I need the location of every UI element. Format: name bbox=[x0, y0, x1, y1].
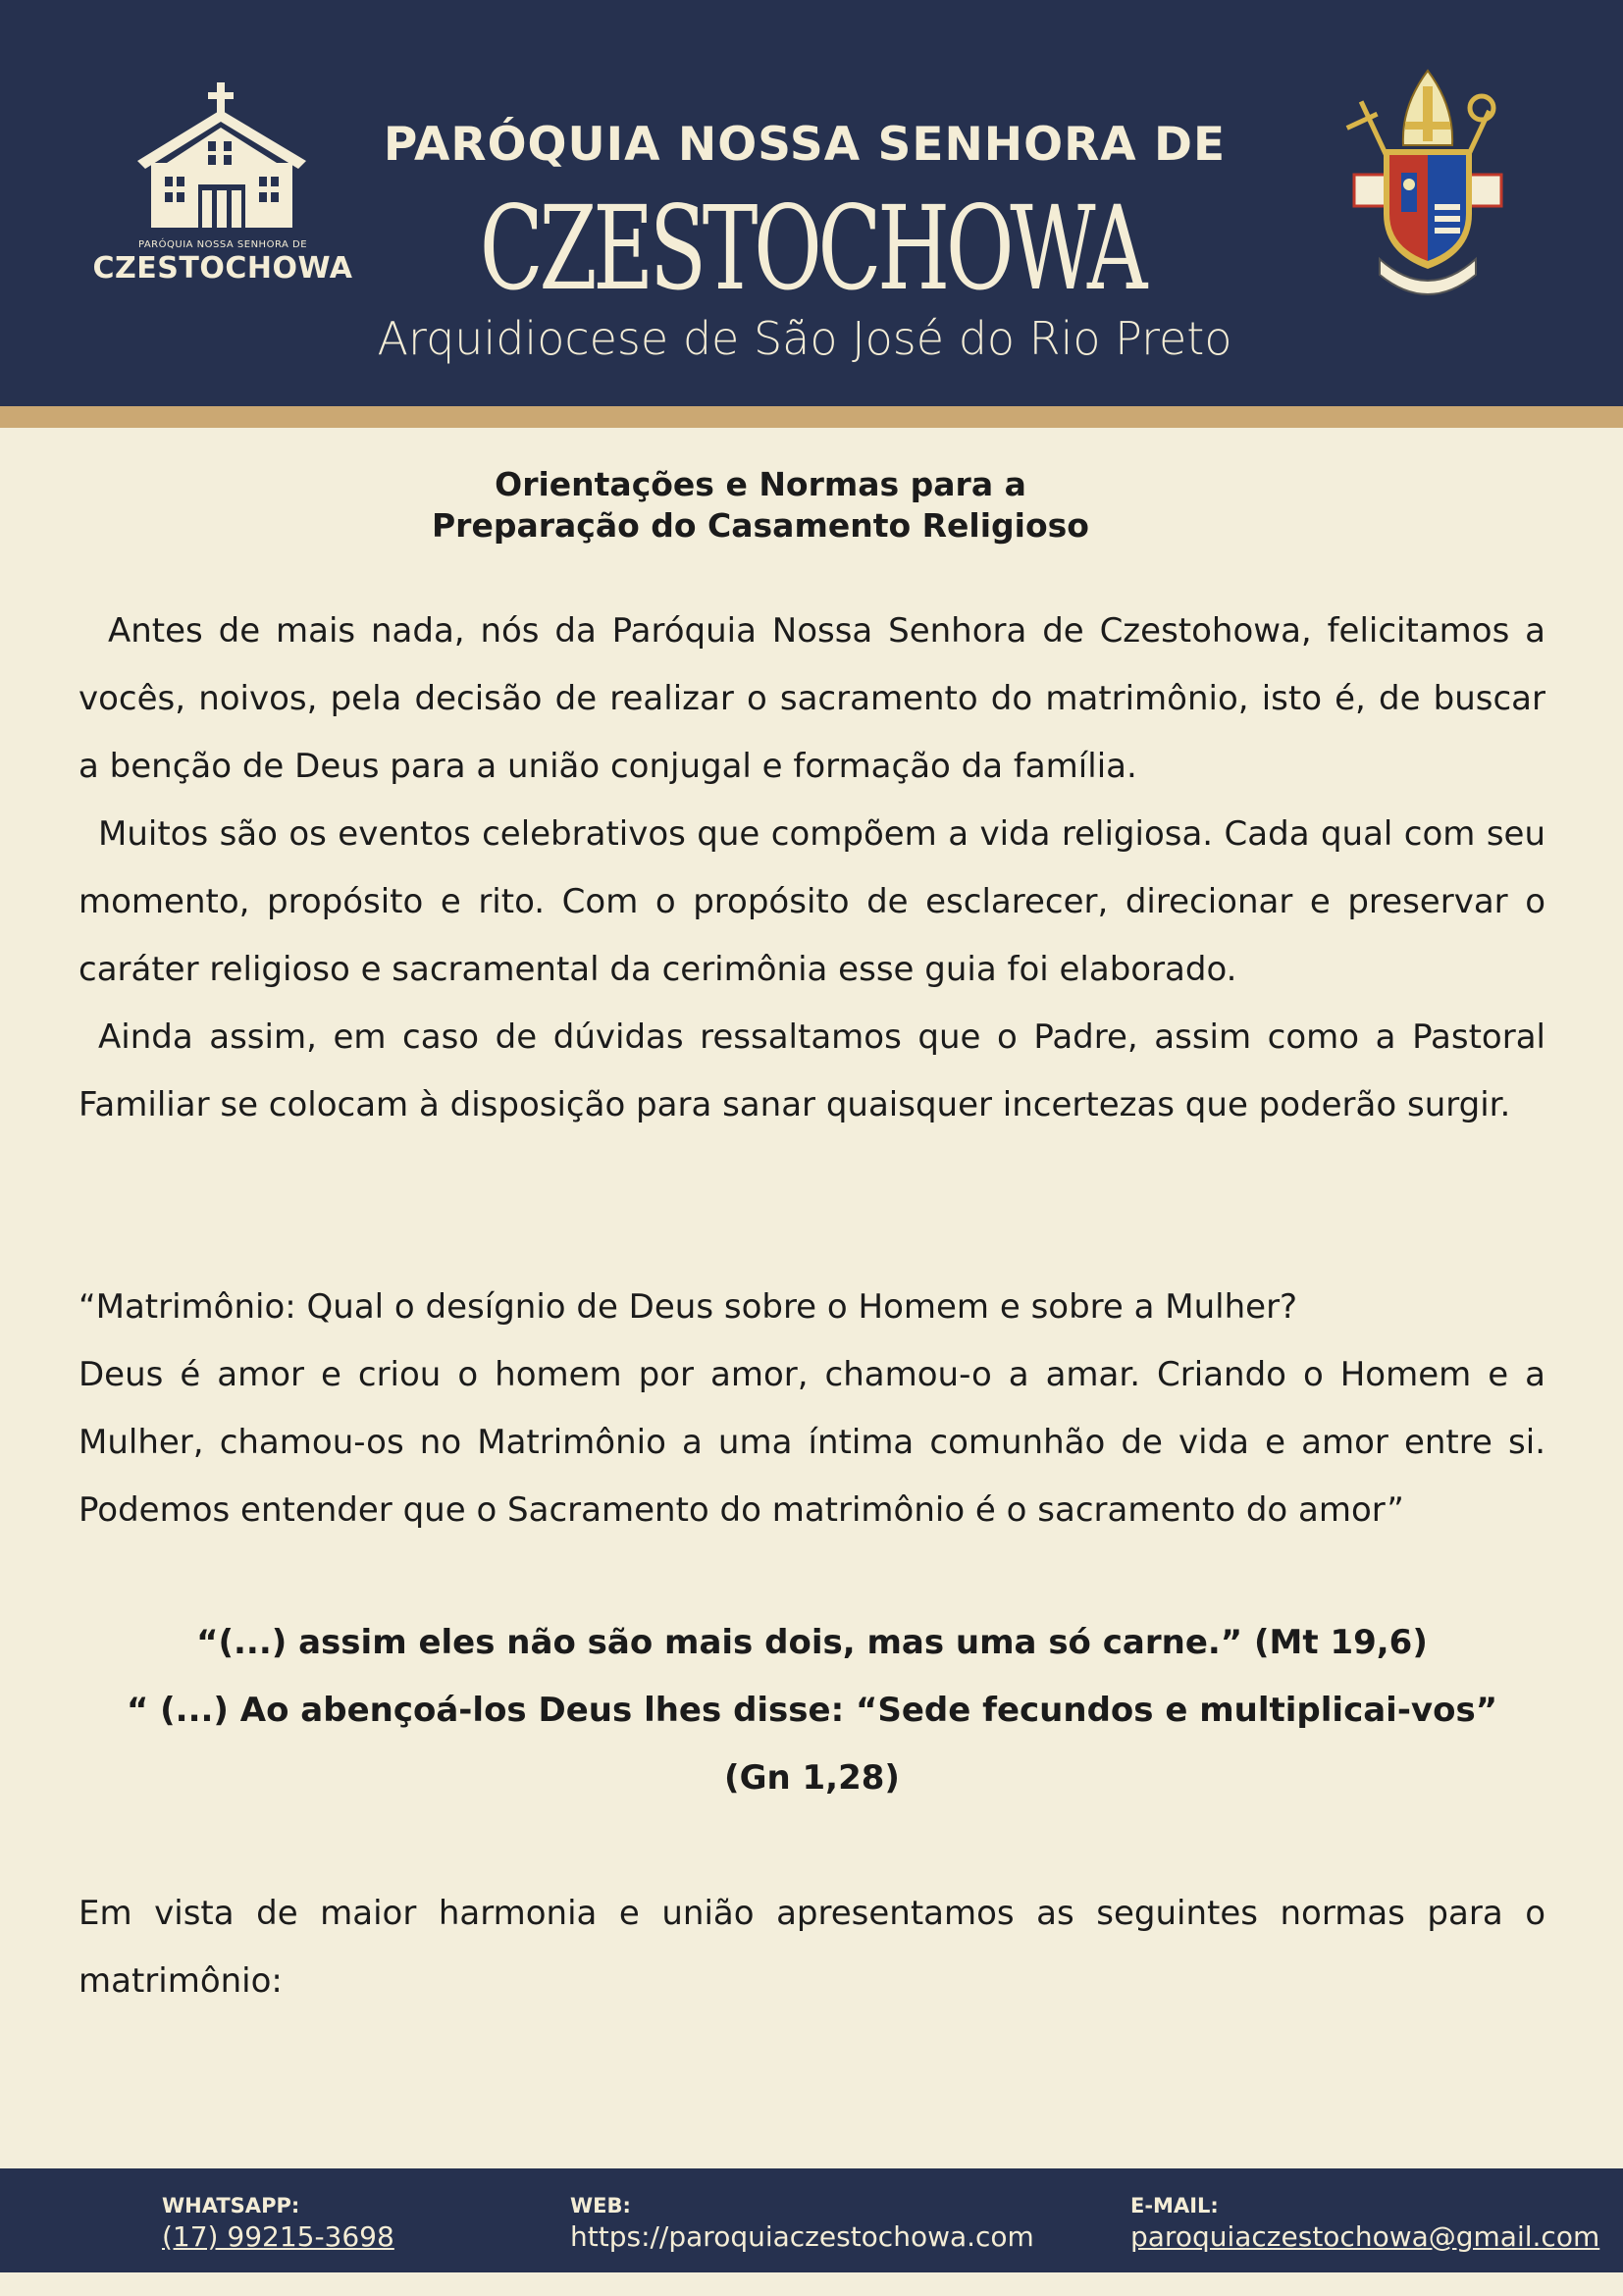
bible-quote-mt: “(...) assim eles não são mais dois, mas uma só carne.” (Mt 19,6) bbox=[196, 1623, 1428, 1662]
logo-big-text: CZESTOCHOWA bbox=[92, 251, 353, 286]
closing-paragraph: Em vista de maior harmonia e união apresentamos as seguintes normas para o matrimônio: bbox=[79, 1894, 1545, 2001]
footer-web bbox=[570, 2192, 1034, 2255]
footer-whatsapp bbox=[162, 2192, 394, 2255]
church-icon bbox=[137, 82, 308, 230]
matrimonio-answer: Deus é amor e criou o homem por amor, chamou-o a amar. Criando o Homem e a Mulher, chamou-os no Matrimônio a uma íntima comunhão de vida e amor entre si. Podemos entender que o Sacramento do matrimônio é o sacramento do amor” bbox=[79, 1355, 1545, 1530]
closing-section bbox=[79, 1880, 1545, 2015]
parish-logo bbox=[82, 82, 363, 288]
bible-quote-gn: “ (...) Ao abençoá-los Deus lhes disse: “Sede fecundos e multiplicai-vos” (Gn 1,28) bbox=[126, 1691, 1498, 1798]
header-gold-stripe bbox=[0, 406, 1623, 428]
email-link[interactable]: paroquiaczestochowa@gmail.com bbox=[1130, 2220, 1600, 2253]
logo-small-text: PARÓQUIA NOSSA SENHORA DE bbox=[137, 239, 308, 250]
web-label: WEB: bbox=[570, 2194, 631, 2218]
web-link[interactable]: https://paroquiaczestochowa.com bbox=[570, 2220, 1034, 2253]
document-title-line1: Orientações e Normas para a bbox=[495, 465, 1026, 503]
matrimonio-question: “Matrimônio: Qual o desígnio de Deus sobre o Homem e sobre a Mulher? bbox=[79, 1287, 1298, 1327]
intro-paragraph: Ainda assim, em caso de dúvidas ressaltamos que o Padre, assim como a Pastoral Familiar se colocam à disposição para sanar quaisquer incertezas que poderão surgir. bbox=[79, 1018, 1545, 1124]
intro-paragraph: Antes de mais nada, nós da Paróquia Nossa Senhora de Czestohowa, felicitamos a vocês, noivos, pela decisão de realizar o sacramento do matrimônio, isto é, de buscar a benção de Deus para a união conjugal e formação da família. bbox=[79, 611, 1545, 786]
document-title bbox=[275, 464, 1246, 547]
whatsapp-label: WHATSAPP: bbox=[162, 2194, 300, 2218]
bible-quotes bbox=[79, 1609, 1545, 1812]
header-subtitle: Arquidiocese de São José do Rio Preto bbox=[377, 312, 1232, 365]
intro-section bbox=[79, 598, 1545, 1139]
coat-of-arms-icon bbox=[1344, 67, 1511, 302]
archdiocese-coat-of-arms bbox=[1344, 67, 1511, 302]
whatsapp-link[interactable]: (17) 99215-3698 bbox=[162, 2220, 394, 2253]
email-label: E-MAIL: bbox=[1130, 2194, 1219, 2218]
header-title-line2: CZESTOCHOWA bbox=[479, 181, 1144, 316]
intro-paragraph: Muitos são os eventos celebrativos que compõem a vida religiosa. Cada qual com seu momento, propósito e rito. Com o propósito de esclarecer, direcionar e preservar o caráter religioso e sacramental da cerimônia esse guia foi elaborado. bbox=[79, 814, 1545, 989]
document-title-line2: Preparação do Casamento Religioso bbox=[432, 506, 1089, 545]
matrimonio-section bbox=[79, 1274, 1545, 1544]
header-title-line1: PARÓQUIA NOSSA SENHORA DE bbox=[383, 118, 1227, 172]
footer-email bbox=[1130, 2192, 1599, 2255]
